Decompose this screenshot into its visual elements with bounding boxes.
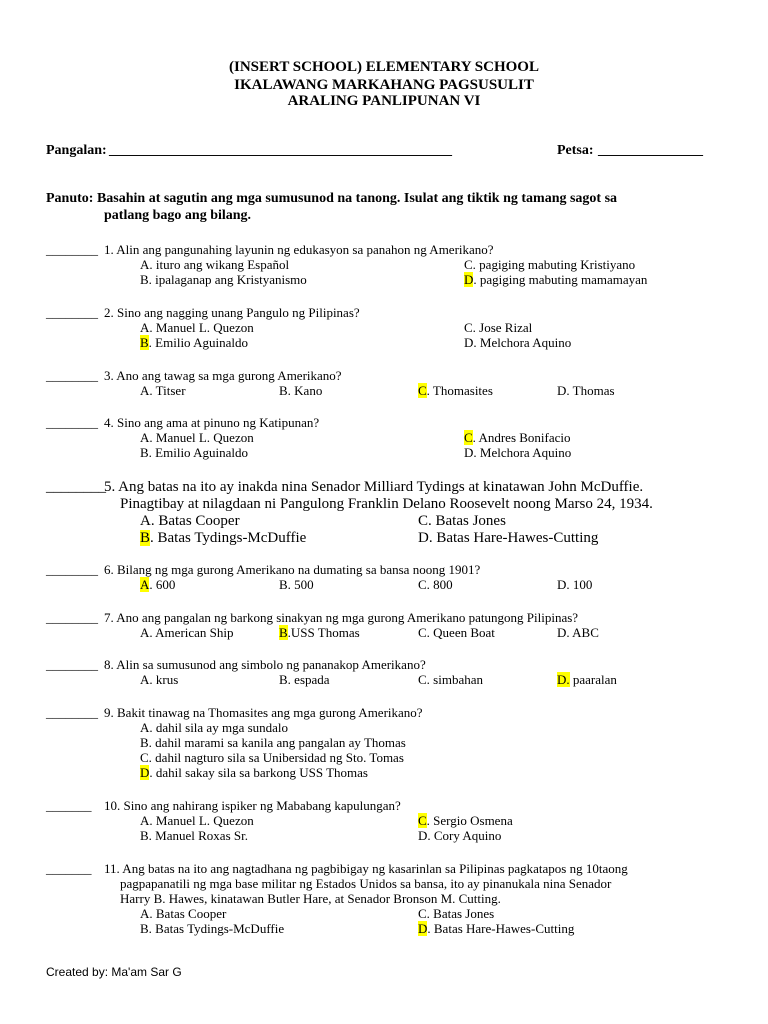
choice-text: . Batas Hare-Hawes-Cutting: [428, 530, 599, 546]
choice-letter: C: [464, 320, 473, 335]
choice-letter: B: [140, 530, 151, 546]
choice-letter: C: [418, 906, 427, 921]
choice-text: . dahil sila ay mga sundalo: [149, 720, 289, 735]
choice-text: . Emilio Aguinaldo: [148, 445, 248, 460]
choice-text: paaralan: [569, 672, 617, 687]
footer-credit: Created by: Ma'am Sar G: [46, 965, 182, 979]
choice-text: . Manuel L. Quezon: [149, 320, 254, 335]
choice-d[interactable]: [418, 530, 598, 547]
instructions-line-1: Panuto: Basahin at sagutin ang mga sumusunod na tanong. Isulat ang tiktik ng tamang sagot sa: [46, 191, 618, 206]
choice-c[interactable]: [418, 672, 483, 687]
choice-c[interactable]: [418, 625, 495, 640]
choice-letter: C: [418, 383, 427, 398]
choice-letter: B: [279, 383, 288, 398]
choice-letter: B: [279, 672, 288, 687]
choice-d[interactable]: [557, 672, 617, 687]
choice-text: . ipalaganap ang Kristyanismo: [148, 272, 307, 287]
choice-a[interactable]: [140, 320, 254, 335]
choice-text: . Kano: [287, 383, 323, 398]
choice-letter: C: [140, 750, 149, 765]
choice-text: . American Ship: [149, 625, 234, 640]
choice-a[interactable]: [140, 813, 254, 828]
choice-letter: D: [418, 921, 428, 936]
question-text: 1. Alin ang pangunahing layunin ng edukasyon sa panahon ng Amerikano?: [104, 242, 494, 257]
choice-b[interactable]: [140, 735, 406, 750]
choice-letter: A: [140, 577, 150, 592]
choice-d[interactable]: [418, 921, 574, 936]
question-text: 11. Ang batas na ito ang nagtadhana ng pagbibigay ng kasarinlan sa Pilipinas pagkatapos ng 10taong: [104, 861, 628, 876]
question-text-cont: Pinagtibay at nilagdaan ni Pangulong Franklin Delano Roosevelt noong Marso 24, 1934.: [120, 496, 653, 512]
choice-b[interactable]: [279, 383, 322, 398]
choice-a[interactable]: [140, 720, 288, 735]
choice-text: . Jose Rizal: [472, 320, 533, 335]
choice-text: . Cory Aquino: [427, 828, 502, 843]
question-text: 2. Sino ang nagging unang Pangulo ng Pilipinas?: [104, 305, 360, 320]
choice-c[interactable]: [418, 577, 453, 592]
choice-letter: C: [418, 625, 427, 640]
choice-letter: B: [279, 577, 288, 592]
choice-letter: D.: [557, 672, 570, 687]
answer-blank[interactable]: _______: [46, 861, 92, 876]
choice-text: . Thomas: [566, 383, 615, 398]
question-text: 3. Ano ang tawag sa mga gurong Amerikano?: [104, 368, 342, 383]
choice-text: . ituro ang wikang Español: [149, 257, 290, 272]
choice-letter: B: [140, 335, 149, 350]
question-text: 6. Bilang ng mga gurong Amerikano na dumating sa bansa noong 1901?: [104, 562, 481, 577]
choice-letter: D: [557, 383, 567, 398]
choice-a[interactable]: [140, 672, 178, 687]
choice-b[interactable]: [140, 921, 284, 936]
choice-a[interactable]: [140, 430, 254, 445]
question-text: 5. Ang batas na ito ay inakda nina Senador Milliard Tydings at kinatawan John McDuffie.: [104, 479, 644, 495]
choice-letter: B: [140, 921, 149, 936]
choice-c[interactable]: [418, 383, 493, 398]
choice-letter: B: [140, 272, 149, 287]
choice-d[interactable]: [418, 828, 501, 843]
choice-letter: A: [140, 625, 150, 640]
choice-text: . Emilio Aguinaldo: [148, 335, 248, 350]
choice-c[interactable]: [464, 430, 571, 445]
choice-letter: D: [464, 272, 474, 287]
choice-text: . Manuel L. Quezon: [149, 430, 254, 445]
choice-a[interactable]: [140, 906, 226, 921]
answer-blank[interactable]: ________: [46, 657, 98, 672]
choice-letter: C: [418, 577, 427, 592]
choice-text: . Batas Jones: [426, 906, 495, 921]
question-text: 7. Ano ang pangalan ng barkong sinakyan ng mga gurong Amerikano patungong Pilipinas?: [104, 610, 579, 625]
choice-letter: D: [418, 828, 428, 843]
choice-c[interactable]: [464, 257, 635, 272]
question-text-cont: Harry B. Hawes, kinatawan Butler Hare, at Senador Bronson M. Cutting.: [120, 891, 501, 906]
choice-letter: C: [418, 672, 427, 687]
choice-letter: B: [140, 735, 149, 750]
choice-text: . 800: [426, 577, 453, 592]
choice-letter: D: [464, 445, 474, 460]
date-label: Petsa:: [557, 143, 594, 158]
choice-letter: B: [140, 828, 149, 843]
choice-letter: D: [140, 765, 150, 780]
choice-text: . espada: [287, 672, 330, 687]
answer-blank[interactable]: ________: [46, 242, 98, 257]
choice-d[interactable]: [557, 383, 615, 398]
choice-text: .USS Thomas: [287, 625, 360, 640]
choice-d[interactable]: [557, 625, 599, 640]
choice-text: . 100: [566, 577, 593, 592]
choice-b[interactable]: [140, 272, 307, 287]
choice-letter: D: [464, 335, 474, 350]
question-text: 4. Sino ang ama at pinuno ng Katipunan?: [104, 415, 320, 430]
choice-letter: A: [140, 813, 150, 828]
instructions-line-2: patlang bago ang bilang.: [104, 208, 252, 223]
answer-blank[interactable]: _______: [46, 798, 92, 813]
choice-text: . pagiging mabuting Kristiyano: [472, 257, 636, 272]
choice-b[interactable]: [140, 828, 248, 843]
choice-a[interactable]: [140, 257, 289, 272]
choice-letter: A: [140, 430, 150, 445]
choice-text: . Queen Boat: [426, 625, 495, 640]
answer-blank[interactable]: ________: [46, 415, 98, 430]
choice-text: . ABC: [566, 625, 599, 640]
subject-title: ARALING PANLIPUNAN VI: [287, 93, 481, 109]
choice-text: . Sergio Osmena: [426, 813, 513, 828]
choice-c[interactable]: [418, 813, 513, 828]
choice-letter: A: [140, 720, 150, 735]
choice-text: . dahil nagturo sila sa Unibersidad ng Sto. Tomas: [148, 750, 404, 765]
choice-b[interactable]: [140, 335, 248, 350]
choice-text: . Manuel L. Quezon: [149, 813, 254, 828]
choice-letter: C: [464, 430, 473, 445]
choice-letter: D: [557, 625, 567, 640]
choice-a[interactable]: [140, 625, 234, 640]
choice-b[interactable]: [140, 530, 306, 547]
choice-letter: C: [418, 513, 429, 529]
school-title: (INSERT SCHOOL) ELEMENTARY SCHOOL: [229, 59, 539, 75]
choice-text: . krus: [149, 672, 179, 687]
choice-text: . 600: [149, 577, 176, 592]
answer-blank[interactable]: ________: [46, 562, 98, 577]
choice-d[interactable]: [464, 335, 571, 350]
choice-text: . Batas Tydings-McDuffie: [148, 921, 285, 936]
choice-text: . Melchora Aquino: [473, 445, 572, 460]
choice-letter: D: [418, 530, 429, 546]
choice-d[interactable]: [464, 272, 647, 287]
choice-text: . Batas Cooper: [149, 906, 227, 921]
choice-text: . Thomasites: [426, 383, 493, 398]
choice-d[interactable]: [557, 577, 592, 592]
choice-d[interactable]: [464, 445, 571, 460]
choice-text: . Batas Jones: [428, 513, 506, 529]
question-text: 8. Alin sa sumusunod ang simbolo ng pananakop Amerikano?: [104, 657, 426, 672]
choice-c[interactable]: [140, 750, 404, 765]
choice-letter: A: [140, 383, 150, 398]
choice-text: . 500: [287, 577, 314, 592]
choice-d[interactable]: [140, 765, 368, 780]
choice-text: . Manuel Roxas Sr.: [148, 828, 248, 843]
question-text: 9. Bakit tinawag na Thomasites ang mga gurong Amerikano?: [104, 705, 423, 720]
choice-b[interactable]: [279, 672, 330, 687]
answer-blank[interactable]: ________: [46, 610, 98, 625]
choice-a[interactable]: [140, 383, 186, 398]
choice-b[interactable]: [279, 625, 360, 640]
choice-letter: A: [140, 513, 151, 529]
choice-letter: C: [464, 257, 473, 272]
choice-text: . Batas Hare-Hawes-Cutting: [427, 921, 575, 936]
question-text-cont: pagpapanatili ng mga base militar ng Estados Unidos sa bansa, ito ay pinanukala nina Senador: [120, 876, 612, 891]
question-text: 10. Sino ang nahirang ispiker ng Mababang kapulungan?: [104, 798, 401, 813]
choice-a[interactable]: [140, 577, 175, 592]
name-line[interactable]: _________________________________________________: [109, 143, 452, 158]
answer-blank[interactable]: ________: [46, 705, 98, 720]
exam-title: IKALAWANG MARKAHANG PAGSUSULIT: [234, 77, 534, 93]
choice-text: . simbahan: [426, 672, 483, 687]
choice-text: . Batas Tydings-McDuffie: [150, 530, 307, 546]
choice-a[interactable]: [140, 513, 240, 530]
choice-c[interactable]: [418, 906, 494, 921]
choice-letter: B: [140, 445, 149, 460]
choice-letter: B: [279, 625, 288, 640]
choice-letter: A: [140, 906, 150, 921]
choice-c[interactable]: [464, 320, 532, 335]
name-label: Pangalan:: [46, 143, 107, 158]
choice-text: . Andres Bonifacio: [472, 430, 571, 445]
choice-b[interactable]: [140, 445, 248, 460]
answer-blank[interactable]: ________: [46, 479, 106, 495]
choice-c[interactable]: [418, 513, 506, 530]
choice-letter: A: [140, 672, 150, 687]
choice-b[interactable]: [279, 577, 314, 592]
choice-letter: C: [418, 813, 427, 828]
choice-text: . dahil marami sa kanila ang pangalan ay Thomas: [148, 735, 406, 750]
choice-text: . Titser: [149, 383, 186, 398]
choice-text: . pagiging mabuting mamamayan: [473, 272, 648, 287]
choice-text: . Batas Cooper: [150, 513, 240, 529]
choice-text: . dahil sakay sila sa barkong USS Thomas: [149, 765, 368, 780]
choice-letter: A: [140, 257, 150, 272]
answer-blank[interactable]: ________: [46, 305, 98, 320]
date-line[interactable]: _______________: [598, 143, 703, 158]
answer-blank[interactable]: ________: [46, 368, 98, 383]
choice-text: . Melchora Aquino: [473, 335, 572, 350]
choice-letter: D: [557, 577, 567, 592]
choice-letter: A: [140, 320, 150, 335]
